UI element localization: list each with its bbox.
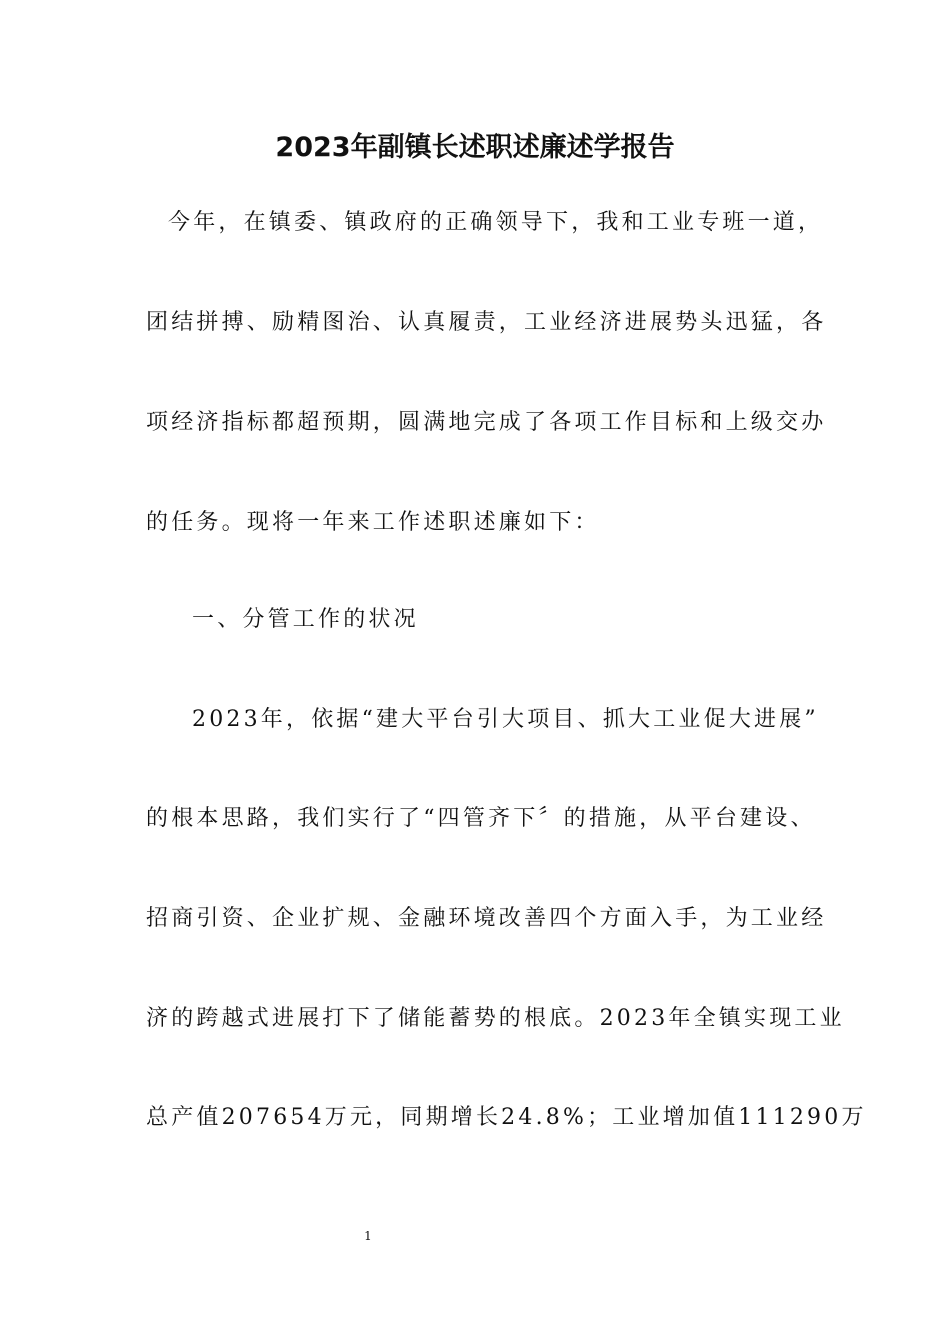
paragraph-line: 的任务。现将一年来工作述职述廉如下：	[146, 510, 600, 535]
paragraph-line: 今年，在镇委、镇政府的正确领导下，我和工业专班一道，	[168, 210, 824, 235]
paragraph-line: 2023年，依据“建大平台引大项目、抓大工业促大进展”	[192, 707, 819, 732]
paragraph-line: 的根本思路，我们实行了“四管齐下〞的措施，从平台建设、	[146, 806, 816, 831]
section-heading: 一、分管工作的状况	[192, 607, 419, 632]
page-number: 1	[364, 1229, 372, 1243]
document-title: 2023年副镇长述职述廉述学报告	[275, 132, 675, 163]
paragraph-line: 济的跨越式进展打下了储能蓄势的根底。2023年全镇实现工业	[146, 1006, 845, 1031]
paragraph-line: 团结拼搏、励精图治、认真履责，工业经济进展势头迅猛，各	[146, 310, 827, 335]
paragraph-line: 招商引资、企业扩规、金融环境改善四个方面入手，为工业经	[146, 906, 827, 931]
paragraph-line: 总产值207654万元，同期增长24.8%；工业增加值111290万	[146, 1105, 867, 1130]
paragraph-line: 项经济指标都超预期，圆满地完成了各项工作目标和上级交办	[146, 410, 827, 435]
